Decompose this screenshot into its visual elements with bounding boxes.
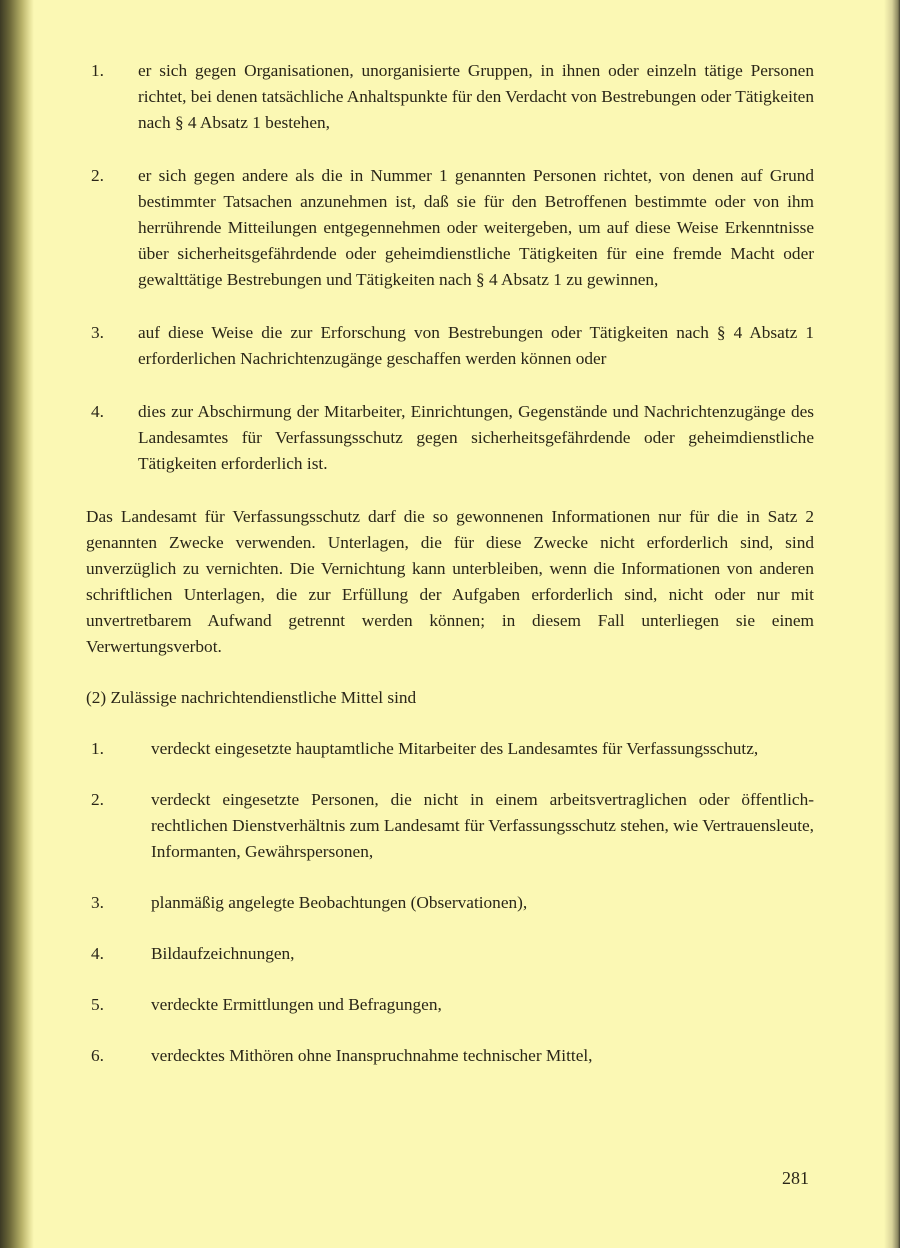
- list-text: verdeckt eingesetzte hauptamtliche Mitarbeiter des Landesamtes für Verfassungsschutz,: [151, 739, 759, 758]
- list-number: 1.: [91, 739, 104, 758]
- list-item: [86, 163, 814, 293]
- page-edge-shadow: [884, 0, 900, 1248]
- book-spine-shadow: [0, 0, 34, 1248]
- list-item: [86, 787, 814, 865]
- list-number: 6.: [91, 1046, 104, 1065]
- list-number: 2.: [91, 790, 104, 809]
- list-text: planmäßig angelegte Beobachtungen (Observationen),: [151, 893, 528, 912]
- section-heading: (2) Zulässige nachrichtendienstliche Mittel sind: [86, 688, 417, 707]
- list-item: [86, 992, 814, 1018]
- list-item: [86, 399, 814, 477]
- list-number: 5.: [91, 995, 104, 1014]
- page-content: [86, 58, 814, 1094]
- list-item: [86, 320, 814, 372]
- list-text: dies zur Abschirmung der Mitarbeiter, Einrichtungen, Gegenstände und Nachrichtenzugänge des Landesamtes für Verfassungsschutz gegen sicherheitsgefährdende oder geheimdienstliche Tätigkeiten erforderlich ist.: [138, 402, 814, 473]
- list-number: 1.: [91, 61, 104, 80]
- list-text: er sich gegen andere als die in Nummer 1 genannten Personen richtet, von denen auf Grund bestimmter Tatsachen anzunehmen ist, daß sie für den Betroffenen bestimmte oder von ihm herrührende Mitteilungen entgegennehmen oder weitergeben, um auf diese Weise Erkenntnisse über sicherheitsgefährdende oder geheimdienstliche Tätigkeiten für eine fremde Macht oder gewalttätige Bestrebungen und Tätigkeiten nach § 4 Absatz 1 zu gewinnen,: [138, 166, 814, 289]
- list-number: 2.: [91, 166, 104, 185]
- list-item: [86, 941, 814, 967]
- list-number: 4.: [91, 402, 104, 421]
- list-number: 3.: [91, 323, 104, 342]
- list-text: verdeckt eingesetzte Personen, die nicht in einem arbeitsvertraglichen oder öffentlich-rechtlichen Dienstverhältnis zum Landesamt für Verfassungsschutz stehen, wie Vertrauensleute, Informanten, Gewährspersonen,: [151, 790, 814, 861]
- list-number: 4.: [91, 944, 104, 963]
- list-text: er sich gegen Organisationen, unorganisierte Gruppen, in ihnen oder einzeln tätige Personen richtet, bei denen tatsächliche Anhaltspunkte für den Verdacht von Bestrebungen oder Tätigkeiten nach § 4 Absatz 1 bestehen,: [138, 61, 814, 132]
- list-number: 3.: [91, 893, 104, 912]
- body-paragraph: Das Landesamt für Verfassungsschutz darf die so gewonnenen Informationen nur für die in Satz 2 genannten Zwecke verwenden. Unterlagen, die für diese Zwecke nicht erforderlich sind, sind unverzüglich zu vernichten. Die Vernichtung kann unterbleiben, wenn die Informationen von anderen schriftlichen Unterlagen, die zur Erfüllung der Aufgaben erforderlich sind, nicht oder nur mit unvertretbarem Aufwand getrennt werden können; in diesem Fall unterliegen sie einem Verwertungsverbot.: [86, 507, 814, 656]
- list-item: [86, 58, 814, 136]
- list-item: [86, 1043, 814, 1069]
- list-text: Bildaufzeichnungen,: [151, 944, 295, 963]
- page-number: 281: [782, 1168, 809, 1188]
- list-text: verdecktes Mithören ohne Inanspruchnahme technischer Mittel,: [151, 1046, 593, 1065]
- list-item: [86, 890, 814, 916]
- list-text: verdeckte Ermittlungen und Befragungen,: [151, 995, 442, 1014]
- list-text: auf diese Weise die zur Erforschung von Bestrebungen oder Tätigkeiten nach § 4 Absatz 1 erforderlichen Nachrichtenzugänge geschaffen werden können oder: [138, 323, 814, 368]
- list-item: [86, 736, 814, 762]
